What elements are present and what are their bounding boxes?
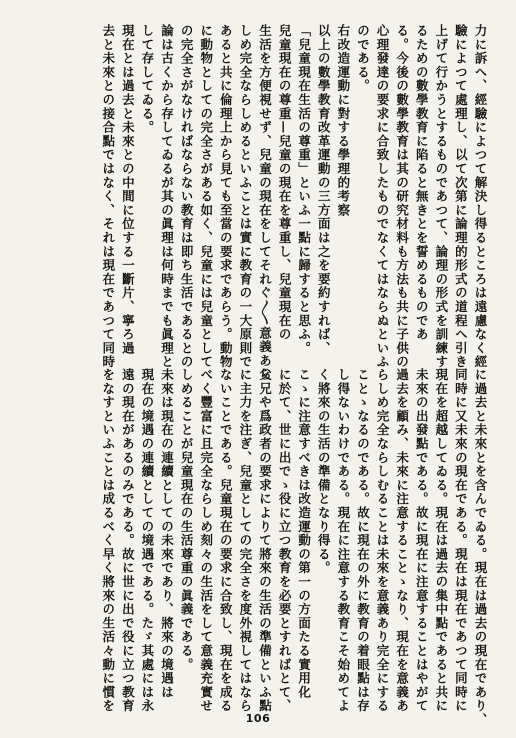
text-column: をなすといふことは成るべく早く將來の生活々動に慣を: [100, 368, 116, 713]
text-column: 未來の出發點である。故に現在に注意することはやがて: [414, 368, 430, 713]
page-number: 106: [245, 712, 271, 725]
text-column: 以上の數學教育改革運動の三方面は之を要約すれば、: [316, 24, 332, 356]
text-column: 生活を方便視せず、兒童の現在をしてそれぐ〳〵意義あら: [257, 24, 273, 382]
text-column: に於て、世に出でゝ役に立つ教育を必要とすればとて、: [277, 368, 293, 713]
text-column: こゝに注意すべきは改造運動の第一の方面たる實用化: [296, 368, 312, 700]
text-column: 上げて行かうとするものであつて、論理の形式を訓練す: [433, 24, 449, 369]
text-column: 心理發達の要求に合致したものでなくてはならぬといふ: [375, 24, 391, 369]
text-column: 驗によつて處理し、以て次第に論理的形式の道程へ引き: [453, 24, 469, 369]
text-column: 現在とは過去と未來との中間に位する一斷片、寧ろ過: [120, 24, 136, 356]
text-column: 遠の現在があるのみである。故に世に出で役に立つ教育: [120, 368, 136, 713]
text-column: しめることが兒童現在の生活尊重の眞義である。: [179, 368, 195, 672]
text-column: あると共に倫理上から見ても至當の要求であらう。動物: [218, 24, 234, 369]
text-column: 右改造運動に對する學理的考察: [335, 24, 351, 218]
text-column: に動物としての完全さがある如く、兒童には兒童として: [198, 24, 214, 369]
text-column: して存してゐる。: [139, 24, 155, 135]
text-column: 兒童現在の尊重—兒童の現在を尊重し、兒童現在の: [277, 24, 293, 342]
text-column: 父兄や爲政者の要求によりて將來の生活の準備といふ點: [257, 368, 273, 713]
text-column: 未來は現在の連續としての未來であり、將來の境遇は: [159, 368, 175, 700]
text-column: 去と未來との接合點ではなく、それは現在であつて同時: [100, 24, 116, 369]
text-column: に過去と未來とを含んでゐる。現在は過去の現在であり、: [473, 368, 488, 727]
text-column: 現在を超越してゐる。現在は過去の集中點であると共に: [433, 368, 449, 713]
text-column: く將來の生活の準備となり得る。: [316, 368, 332, 575]
text-column: 同時に又未來の現在である。現在は現在であつて同時に: [453, 368, 469, 713]
text-column: 現在の境遇の連續としての境遇である。たゞ其處には永: [139, 368, 155, 713]
text-column: に主力を注ぎ、兒童としての完全さを度外視してはなら: [237, 368, 253, 713]
text-column: 「兒童現在生活の尊重」といふ一點に歸すると思ふ。: [296, 24, 312, 356]
text-column: るための數學教育に陷ると無きとを誓めるものであ: [414, 24, 430, 342]
text-column: らしめ完全ならしむることは未來を意義あり完全にする: [375, 368, 391, 713]
text-column: 過去を顧み、未來に注意することゝなり、現在を意義あ: [394, 368, 410, 713]
text-column: ないことである。兒童現在の要求に合致し、現在を成る: [218, 368, 234, 713]
text-column: 論は古くから存してゐるが其の眞理は何時までも眞理と: [159, 24, 175, 369]
text-column: のである。: [355, 24, 371, 93]
text-column: ことゝなるのである。故に現在の外に教育の着眼點は存: [355, 368, 371, 713]
text-column: べく豐富に且完全ならしめ刻々の生活をして意義充實せ: [198, 368, 214, 713]
text-column: の完全さがなければならない教育は即ち生活であるとの: [179, 24, 195, 369]
text-column: しめ完全ならしめるといふことは實に教育の一大原則で: [237, 24, 253, 369]
text-column: 力に訴へ、經驗によつて解決し得るところは遠慮なく經: [473, 24, 488, 369]
text-column: し得ないわけである。現在に注意する教育こそ始めてよ: [335, 368, 351, 713]
upper-text-block: [98, 24, 490, 382]
text-column: る。今後の數學教育は其の研究材料も方法も共に子供の: [394, 24, 410, 369]
